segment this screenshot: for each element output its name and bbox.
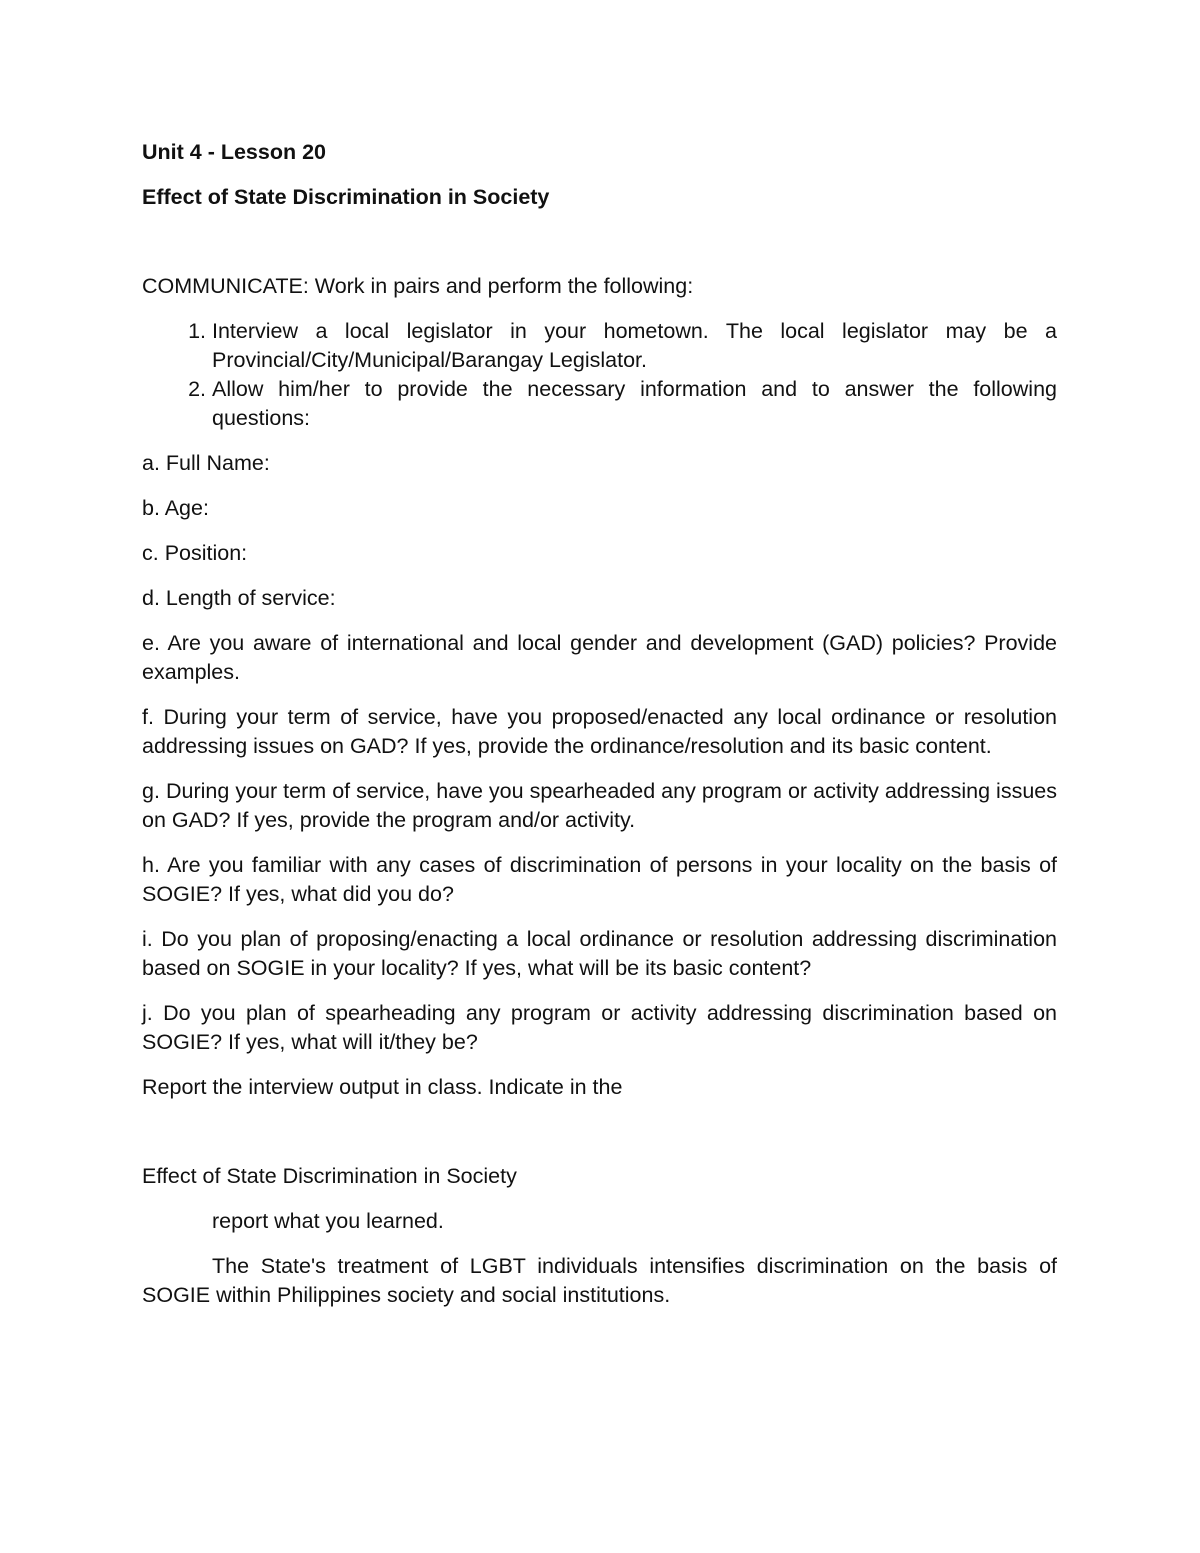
question-d: d. Length of service: <box>142 586 336 610</box>
lesson-title: Unit 4 - Lesson 20 <box>142 140 326 164</box>
question-g: g. During your term of service, have you spearheaded any program or activity addressing issues on GAD? If yes, provide the program and/or activity. <box>142 779 1057 832</box>
step-2: 2. Allow him/her to provide the necessary information and to answer the following questions: <box>212 375 1057 433</box>
question-a: a. Full Name: <box>142 451 270 475</box>
question-c: c. Position: <box>142 541 248 565</box>
report-section-title: Effect of State Discrimination in Society <box>142 1164 517 1188</box>
step-1: 1. Interview a local legislator in your hometown. The local legislator may be a Provincial/City/Municipal/Barangay Legislator. <box>212 317 1057 375</box>
question-f: f. During your term of service, have you proposed/enacted any local ordinance or resolution addressing issues on GAD? If yes, provide the ordinance/resolution and its basic content. <box>142 705 1057 758</box>
question-i: i. Do you plan of proposing/enacting a local ordinance or resolution addressing discrimination based on SOGIE in your locality? If yes, what will be its basic content? <box>142 927 1057 980</box>
steps-list <box>142 317 1057 433</box>
question-e: e. Are you aware of international and local gender and development (GAD) policies? Provide examples. <box>142 631 1057 684</box>
question-h: h. Are you familiar with any cases of discrimination of persons in your locality on the basis of SOGIE? If yes, what did you do? <box>142 853 1057 906</box>
report-conclusion: The State's treatment of LGBT individuals intensifies discrimination on the basis of SOGIE within Philippines society and social institutions. <box>142 1254 1057 1307</box>
document-page <box>142 138 1057 1326</box>
report-instruction: Report the interview output in class. Indicate in the <box>142 1075 623 1099</box>
question-j: j. Do you plan of spearheading any program or activity addressing discrimination based on SOGIE? If yes, what will it/they be? <box>142 1001 1057 1054</box>
lesson-topic: Effect of State Discrimination in Society <box>142 185 550 209</box>
communicate-intro: COMMUNICATE: Work in pairs and perform the following: <box>142 274 694 298</box>
report-learned: report what you learned. <box>212 1209 444 1233</box>
question-b: b. Age: <box>142 496 209 520</box>
question-list <box>142 449 1057 1057</box>
